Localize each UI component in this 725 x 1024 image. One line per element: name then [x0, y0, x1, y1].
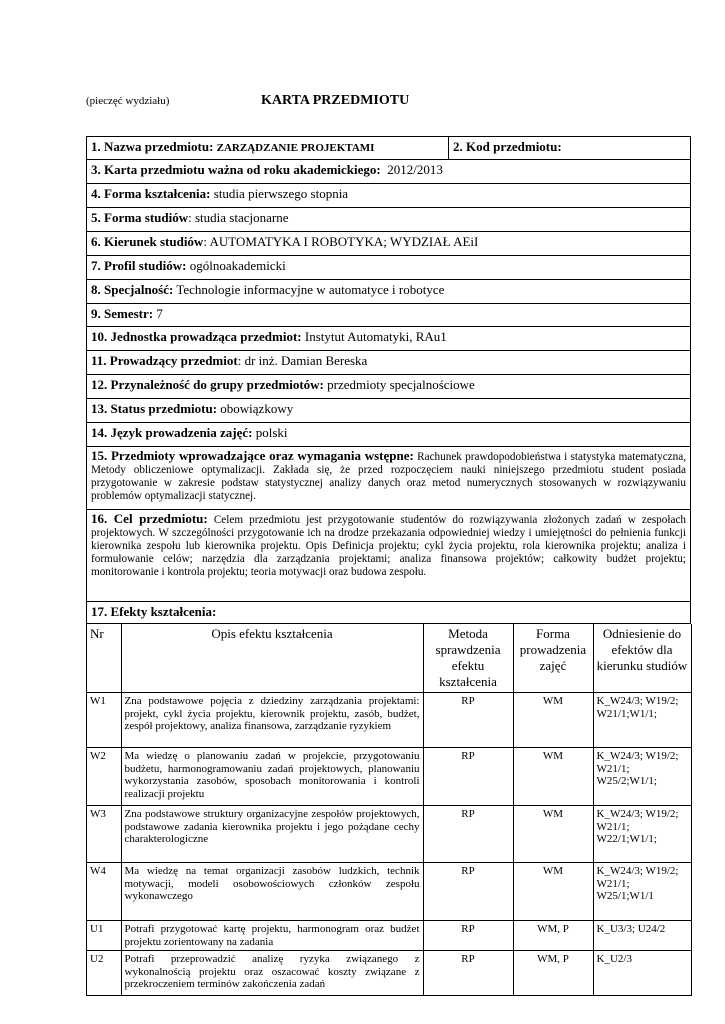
- row-field-of-study: [87, 232, 691, 256]
- language-label: 14. Język prowadzenia zajęć:: [91, 425, 253, 440]
- specialization-value: Technologie informacyjne w automatyce i robotyce: [176, 282, 445, 297]
- learning-outcomes-label: 17. Efekty kształcenia:: [91, 604, 217, 619]
- course-name-value: ZARZĄDZANIE PROJEKTAMI: [216, 142, 375, 154]
- valid-from-label: 3. Karta przedmiotu ważna od roku akademickiego:: [91, 162, 381, 177]
- lecturer-value: : dr inż. Damian Bereska: [237, 353, 368, 368]
- document-title: KARTA PRZEDMIOTU: [261, 93, 410, 108]
- course-status-label: 13. Status przedmiotu:: [91, 401, 218, 416]
- field-of-study-label: 6. Kierunek studiów: [91, 234, 204, 249]
- table-row: [87, 693, 691, 748]
- outcome-method: RP: [423, 951, 513, 996]
- field-of-study-value: : AUTOMATYKA I ROBOTYKA; WYDZIAŁ AEiI: [203, 234, 479, 249]
- semester-value: 7: [156, 306, 163, 321]
- outcome-reference: K_U3/3; U24/2: [593, 921, 691, 951]
- row-course-name: [87, 137, 691, 160]
- outcome-form: WM: [513, 806, 593, 863]
- course-code-cell: [449, 137, 690, 159]
- education-form-value: studia pierwszego stopnia: [213, 186, 349, 201]
- course-goal-cell: [87, 510, 690, 601]
- row-education-form: [87, 184, 691, 208]
- outcome-number: W1: [87, 693, 121, 748]
- language-value: polski: [255, 425, 288, 440]
- row-prerequisites: [87, 447, 691, 510]
- outcome-form: WM: [513, 748, 593, 806]
- outcome-reference: K_W24/3; W19/2; W21/1;W1/1;: [593, 693, 691, 748]
- outcome-description: Ma wiedzę o planowaniu zadań w projekcie, przygotowaniu budżetu, harmonogramowaniu zadań projektowych, planowaniu wykorzystania zasobów, sposobach monitorowania i kontroli realizacji projektu: [121, 748, 423, 806]
- row-study-form: [87, 208, 691, 232]
- semester-label: 9. Semestr:: [91, 306, 154, 321]
- course-goal-label: 16. Cel przedmiotu:: [91, 511, 208, 526]
- row-semester: [87, 304, 691, 327]
- course-goal-value: Celem przedmiotu jest przygotowanie studentów do rozwiązywania złożonych zadań w zespołach projektowych. W szczególności przygotowanie ich na drodze przekazania odpowiedniej wiedzy i umiejętności do pełnienia funkcji kierownika zespołu lub kierownika projektu. Opis Definicja projektu; cykl życia projektu, rola kierownika projektu; analiza i formułowanie celów; narzędzia dla zarządzania projektami; analiza finansowa projektów; całkowity budżet projektu; monitorowanie i kontrola projektu; teoria motywacji oraz budowa zespołu.: [91, 514, 687, 578]
- outcome-description: Potrafi przygotować kartę projektu, harmonogram oraz budżet projektu zorientowany na zadania: [121, 921, 423, 951]
- outcome-description: Zna podstawowe pojęcia z dziedziny zarządzania projektami: projekt, cykl życia projektu, kierownik projektu, zasób, budżet, zespół projektowy, analiza finansowa, zarządzanie ryzykiem: [121, 693, 423, 748]
- table-row: [87, 748, 691, 806]
- column-header-nr: Nr: [87, 624, 121, 693]
- table-row: [87, 863, 691, 921]
- row-course-goal: [87, 510, 691, 602]
- outcome-form: WM: [513, 863, 593, 921]
- course-code-label: 2. Kod przedmiotu:: [453, 139, 562, 154]
- teaching-unit-value: Instytut Automatyki, RAu1: [304, 329, 447, 344]
- column-header-form: Forma prowadzenia zajęć: [513, 624, 593, 693]
- table-row: [87, 951, 691, 996]
- page-header: [86, 95, 686, 115]
- row-language: [87, 423, 691, 447]
- outcome-method: RP: [423, 863, 513, 921]
- outcome-form: WM: [513, 693, 593, 748]
- outcome-number: U1: [87, 921, 121, 951]
- outcome-number: U2: [87, 951, 121, 996]
- row-valid-from: [87, 160, 691, 184]
- outcome-form: WM, P: [513, 921, 593, 951]
- outcome-reference: K_W24/3; W19/2; W21/1; W22/1;W1/1;: [593, 806, 691, 863]
- faculty-stamp-placeholder: (pieczęć wydziału): [86, 95, 170, 107]
- row-teaching-unit: [87, 327, 691, 351]
- outcome-method: RP: [423, 921, 513, 951]
- column-header-description: Opis efektu kształcenia: [121, 624, 423, 693]
- column-header-reference: Odniesienie do efektów dla kierunku studiów: [593, 624, 691, 693]
- learning-outcomes-table: [87, 624, 692, 996]
- course-name-cell: [87, 137, 449, 159]
- education-form-label: 4. Forma kształcenia:: [91, 186, 211, 201]
- outcome-method: RP: [423, 806, 513, 863]
- row-course-status: [87, 399, 691, 423]
- valid-from-value: 2012/2013: [387, 162, 443, 177]
- outcome-reference: K_W24/3; W19/2; W21/1; W25/1;W1/1: [593, 863, 691, 921]
- outcome-description: Ma wiedzę na temat organizacji zasobów ludzkich, technik motywacji, modeli osobowościowych członków zespołu wykonawczego: [121, 863, 423, 921]
- table-row: [87, 806, 691, 863]
- outcome-number: W3: [87, 806, 121, 863]
- specialization-label: 8. Specjalność:: [91, 282, 174, 297]
- outcome-method: RP: [423, 693, 513, 748]
- outcome-method: RP: [423, 748, 513, 806]
- column-header-method: Metoda sprawdzenia efektu kształcenia: [423, 624, 513, 693]
- study-profile-label: 7. Profil studiów:: [91, 258, 187, 273]
- prerequisites-label: 15. Przedmioty wprowadzające oraz wymagania wstępne:: [91, 448, 414, 463]
- outcome-reference: K_U2/3: [593, 951, 691, 996]
- course-card-form: [86, 136, 691, 996]
- outcome-form: WM, P: [513, 951, 593, 996]
- table-header-row: [87, 624, 691, 693]
- row-course-group: [87, 375, 691, 399]
- row-learning-outcomes-title: [87, 602, 691, 624]
- lecturer-label: 11. Prowadzący przedmiot: [91, 353, 238, 368]
- study-form-label: 5. Forma studiów: [91, 210, 189, 225]
- prerequisites-value: Rachunek prawdopodobieństwa i statystyka matematyczna, Metody obliczeniowe optymalizacji. Zakłada się, że przed rozpoczęciem nauki niniejszego przedmiotu student posiada przygotowanie w zakresie podstaw statystycznej analizy danych oraz metod numerycznych stosowanych w rozwiązywaniu problemów optymalizacji statycznej.: [91, 451, 686, 502]
- course-group-value: przedmioty specjalnościowe: [327, 377, 475, 392]
- row-study-profile: [87, 256, 691, 280]
- outcome-description: Potrafi przeprowadzić analizę ryzyka związanego z wykonalnością projektu oraz oszacować koszty związane z przekroczeniem terminów zakończenia zadań: [121, 951, 423, 996]
- table-row: [87, 921, 691, 951]
- course-group-label: 12. Przynależność do grupy przedmiotów:: [91, 377, 324, 392]
- study-profile-value: ogólnoakademicki: [189, 258, 286, 273]
- outcome-reference: K_W24/3; W19/2; W21/1; W25/2;W1/1;: [593, 748, 691, 806]
- outcome-description: Zna podstawowe struktury organizacyjne zespołów projektowych, podstawowe zadania kierownika projektu i jego pożądane cechy charakterologiczne: [121, 806, 423, 863]
- row-specialization: [87, 280, 691, 304]
- course-status-value: obowiązkowy: [220, 401, 294, 416]
- outcome-number: W4: [87, 863, 121, 921]
- outcome-number: W2: [87, 748, 121, 806]
- course-name-label: 1. Nazwa przedmiotu:: [91, 139, 214, 154]
- row-lecturer: [87, 351, 691, 375]
- study-form-value: : studia stacjonarne: [188, 210, 289, 225]
- teaching-unit-label: 10. Jednostka prowadząca przedmiot:: [91, 329, 302, 344]
- prerequisites-cell: [87, 447, 690, 509]
